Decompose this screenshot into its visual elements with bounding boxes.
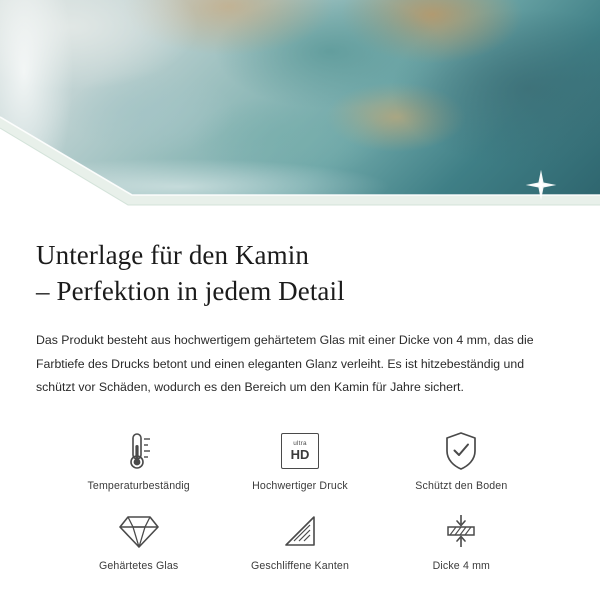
feature-item-floor-protection [381,428,542,492]
page-title-line-1: Unterlage für den Kamin [36,240,309,270]
feature-label: Dicke 4 mm [432,560,491,573]
diamond-icon [117,508,161,554]
feature-item-temperature [58,428,219,492]
feature-item-thickness [381,508,542,572]
ultra-hd-badge-top: ultra [293,439,307,447]
feature-label: Gehärtetes Glas [98,560,179,573]
thermometer-icon [119,428,159,474]
polished-edges-icon [280,508,320,554]
shield-check-icon [441,428,481,474]
feature-item-polished-edges [219,508,380,572]
thickness-arrows-icon [441,508,481,554]
feature-item-print-quality [219,428,380,492]
ultra-hd-badge-bottom: HD [290,447,310,463]
feature-label: Geschliffene Kanten [250,560,350,573]
feature-label: Hochwertiger Druck [252,480,348,493]
feature-label: Schützt den Boden [415,480,508,493]
marble-glass-panel-image [0,0,600,195]
feature-grid [36,428,564,572]
product-description: Das Produkt besteht aus hochwertigem gehärtetem Glas mit einer Dicke von 4 mm, das die Farbtiefe des Drucks betont und einen eleganten Glanz verleiht. Es ist hitzebeständig und schützt vor Schäden, wodurch es den Bereich um den Kamin für Jahre sichert. [36,333,534,395]
hero-image [0,0,600,212]
feature-item-tempered-glass [58,508,219,572]
page-title-line-2: – Perfektion in jedem Detail [36,275,345,306]
feature-label: Temperaturbeständig [87,480,190,493]
page-title [36,238,564,309]
ultra-hd-icon [281,428,319,474]
text-content [0,212,600,572]
